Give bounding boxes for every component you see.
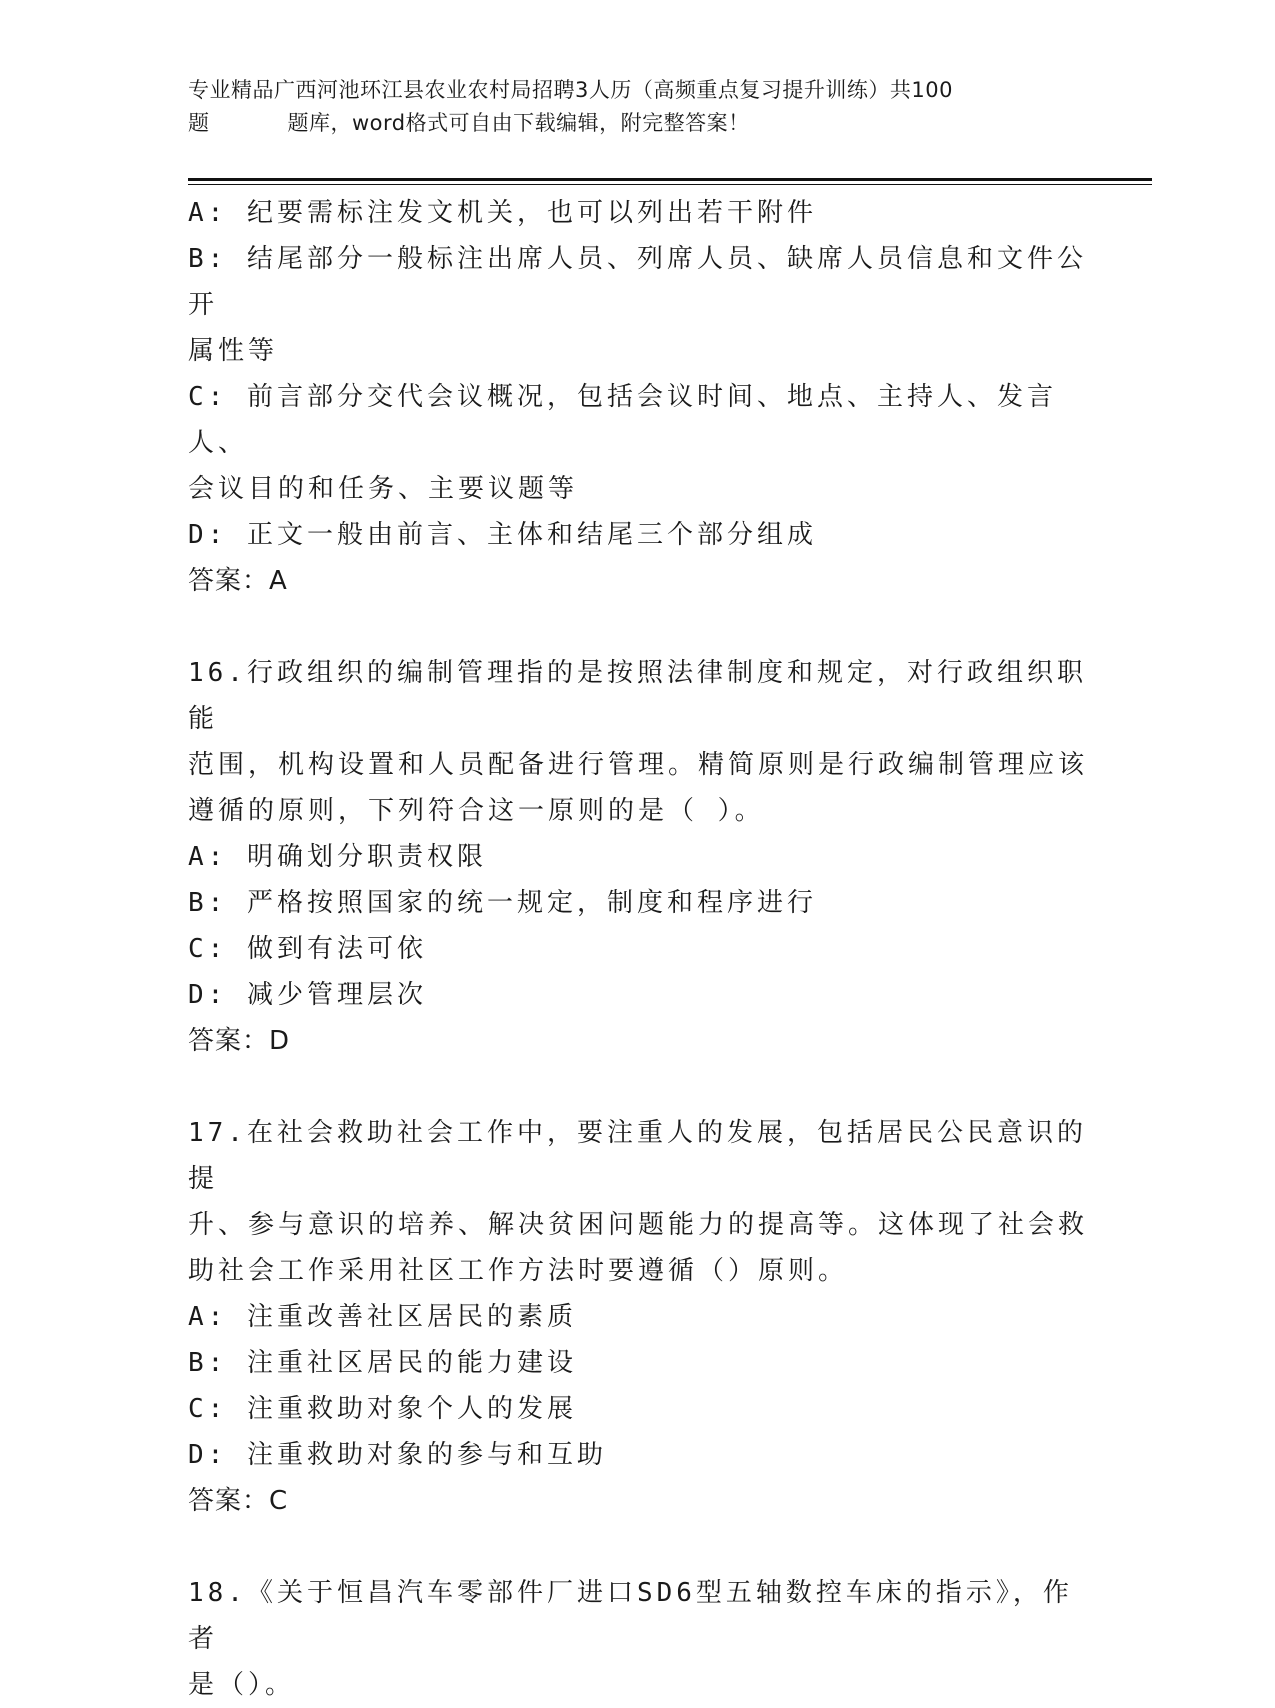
question-18: [188, 1570, 1088, 1708]
option-b: B: 严格按照国家的统一规定，制度和程序进行: [188, 888, 817, 918]
question-stem-line2: 是（）。: [188, 1670, 296, 1700]
option-d: D: 正文一般由前言、主体和结尾三个部分组成: [188, 520, 817, 550]
option-b: B: 注重社区居民的能力建设: [188, 1348, 577, 1378]
question-16: [188, 650, 1088, 1064]
question-stem-line2: 范围，机构设置和人员配备进行管理。精简原则是行政编制管理应该: [188, 750, 1089, 780]
question-stem-line1: 17.在社会救助社会工作中，要注重人的发展，包括居民公民意识的提: [188, 1118, 1087, 1194]
header-divider-thick: [188, 178, 1152, 181]
option-a: A: 注重改善社区居民的素质: [188, 1302, 577, 1332]
question-stem-line1: 18.《关于恒昌汽车零部件厂进口SD6型五轴数控车床的指示》，作者: [188, 1578, 1073, 1654]
header-title-line2-end: 题库，word格式可自由下载编辑，附完整答案！: [287, 111, 750, 135]
answer: 答案：A: [188, 566, 288, 596]
option-d: D: 注重救助对象的参与和互助: [188, 1440, 607, 1470]
option-d: D: 减少管理层次: [188, 980, 427, 1010]
header-title-line2: [188, 107, 1088, 140]
option-a: A: 明确划分职责权限: [188, 842, 487, 872]
question-stem-line2: 升、参与意识的培养、解决贫困问题能力的提高等。这体现了社会救: [188, 1210, 1089, 1240]
question-stem-line3: 助社会工作采用社区工作方法时要遵循（）原则。: [188, 1256, 849, 1286]
header-title-line1: 专业精品广西河池环江县农业农村局招聘3人历（高频重点复习提升训练）共100: [188, 78, 953, 102]
answer: 答案：C: [188, 1486, 289, 1516]
option-c-line2: 会议目的和任务、主要议题等: [188, 474, 579, 504]
question-17: [188, 1110, 1088, 1524]
question-15: [188, 190, 1088, 604]
header-title-line2-start: 题: [188, 111, 210, 135]
option-b-line1: B: 结尾部分一般标注出席人员、列席人员、缺席人员信息和文件公开: [188, 244, 1087, 320]
document-body: [188, 190, 1088, 1708]
option-c: C: 注重救助对象个人的发展: [188, 1394, 577, 1424]
option-c-line1: C: 前言部分交代会议概况，包括会议时间、地点、主持人、发言人、: [188, 382, 1057, 458]
header-divider-thin: [188, 184, 1152, 185]
answer: 答案：D: [188, 1026, 291, 1056]
option-b-line2: 属性等: [188, 336, 279, 366]
question-stem-line3: 遵循的原则，下列符合这一原则的是（ ）。: [188, 796, 765, 826]
question-stem-line1: 16.行政组织的编制管理指的是按照法律制度和规定，对行政组织职能: [188, 658, 1087, 734]
option-a: A: 纪要需标注发文机关，也可以列出若干附件: [188, 198, 817, 228]
option-c: C: 做到有法可依: [188, 934, 427, 964]
document-header: [188, 74, 1088, 140]
